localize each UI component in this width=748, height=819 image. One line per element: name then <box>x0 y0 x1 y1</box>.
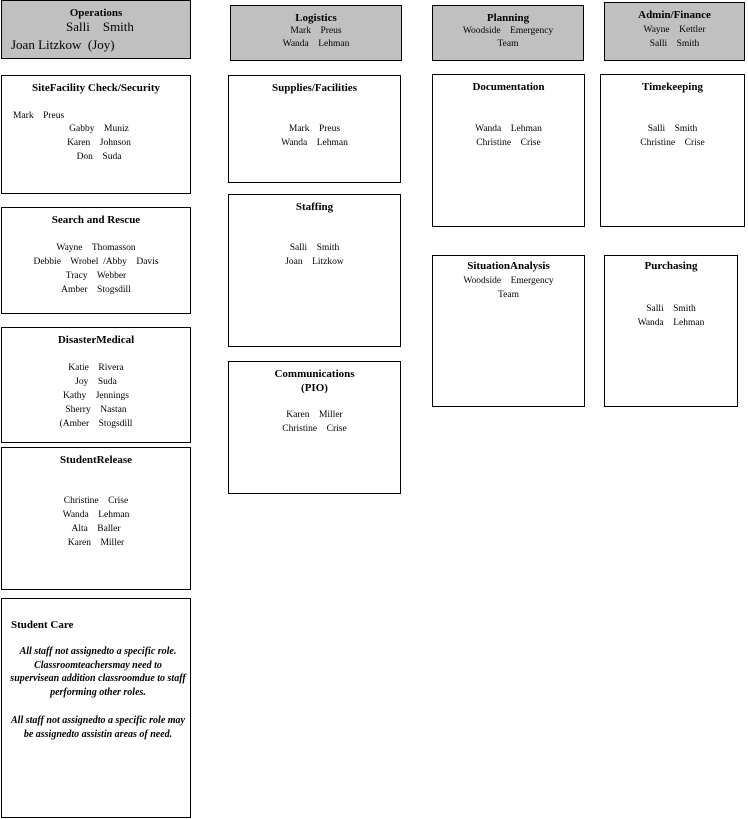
student-care-title: Student Care <box>11 619 74 631</box>
search-rescue-member: Debbie Wrobel /Abby Davis <box>33 257 159 267</box>
disaster-medical-title: DisasterMedical <box>57 334 135 346</box>
disaster-medical-box <box>1 327 191 443</box>
site-facility-member: Gabby Muniz <box>69 124 129 134</box>
situation-analysis-member: Team <box>498 290 519 300</box>
search-rescue-title: Search and Rescue <box>51 214 141 226</box>
student-care-box <box>1 598 191 818</box>
search-rescue-box <box>1 207 191 314</box>
situation-analysis-member: Woodside Emergency <box>463 276 554 286</box>
purchasing-title: Purchasing <box>644 260 698 272</box>
logistics-box <box>230 5 402 61</box>
student-release-box <box>1 447 191 590</box>
planning-title: Planning <box>486 12 530 24</box>
planning-member: Team <box>497 39 519 49</box>
communications-member: Christine Crise <box>282 424 347 434</box>
purchasing-member: Salli Smith <box>646 304 696 314</box>
student-release-member: Karen Miller <box>67 538 125 548</box>
logistics-member: Mark Preus <box>290 26 342 36</box>
staffing-title: Staffing <box>295 201 334 213</box>
search-rescue-member: Tracy Webber <box>65 271 127 281</box>
disaster-medical-member: Joy Suda <box>75 377 117 387</box>
operations-member: Joan Litzkow (Joy) <box>11 37 115 52</box>
timekeeping-member: Christine Crise <box>640 138 705 148</box>
documentation-member: Christine Crise <box>476 138 541 148</box>
student-release-title: StudentRelease <box>59 454 133 466</box>
operations-box <box>1 0 191 59</box>
supplies-facilities-member: Mark Preus <box>288 124 341 134</box>
site-facility-box <box>1 75 191 194</box>
purchasing-box <box>604 255 738 407</box>
documentation-box <box>432 74 585 227</box>
communications-title: Communications (PIO) <box>274 368 355 394</box>
student-release-member: Wanda Lehman <box>62 510 130 520</box>
disaster-medical-member: Kathy Jennings <box>63 391 129 401</box>
planning-member: Woodside Emergency <box>462 26 554 36</box>
student-care-note-2: All staff not assignedto a specific role may be assignedto assistin areas of need. <box>11 715 185 740</box>
search-rescue-member: Amber Stogsdill <box>61 285 131 295</box>
disaster-medical-member: Sherry Nastan <box>65 405 127 415</box>
staffing-member: Joan Litzkow <box>285 257 344 267</box>
admin-finance-member: Salli Smith <box>649 39 700 49</box>
planning-box <box>432 5 584 61</box>
communications-box <box>228 361 401 494</box>
site-facility-member: Don Suda <box>76 152 122 162</box>
admin-finance-box <box>604 2 745 61</box>
disaster-medical-member: Katie Rivera <box>68 363 124 373</box>
staffing-box <box>228 194 401 347</box>
admin-finance-title: Admin/Finance <box>638 9 711 21</box>
staffing-member: Salli Smith <box>289 243 340 253</box>
timekeeping-title: Timekeeping <box>642 81 703 93</box>
timekeeping-box <box>600 74 745 227</box>
student-release-member: Christine Crise <box>63 496 129 506</box>
purchasing-member: Wanda Lehman <box>637 318 705 328</box>
admin-finance-member: Wayne Kettler <box>643 25 706 35</box>
disaster-medical-member: (Amber Stogsdill <box>59 419 133 429</box>
operations-member: Salli Smith <box>66 19 134 34</box>
supplies-facilities-title: Supplies/Facilities <box>272 82 357 94</box>
documentation-member: Wanda Lehman <box>475 124 542 134</box>
site-facility-title: SiteFacility Check/Security <box>31 82 160 94</box>
search-rescue-member: Wayne Thomasson <box>56 243 136 253</box>
documentation-title: Documentation <box>472 81 545 93</box>
site-facility-member: Karen Johnson <box>67 138 131 148</box>
student-care-note: All staff not assignedto a specific role. Classroomteachersmay need to supervisean addition classroomdue to staff performing other roles. <box>10 646 186 699</box>
site-facility-member: Mark Preus <box>13 111 65 121</box>
operations-title: Operations <box>69 7 123 19</box>
supplies-facilities-box <box>228 75 401 183</box>
logistics-title: Logistics <box>295 12 337 24</box>
timekeeping-member: Salli Smith <box>647 124 698 134</box>
student-release-member: Alta Baller <box>71 524 121 534</box>
situation-analysis-title: SituationAnalysis <box>467 260 550 272</box>
logistics-member: Wanda Lehman <box>282 39 350 49</box>
communications-member: Karen Miller <box>286 410 343 420</box>
situation-analysis-box <box>432 255 585 407</box>
supplies-facilities-member: Wanda Lehman <box>281 138 348 148</box>
